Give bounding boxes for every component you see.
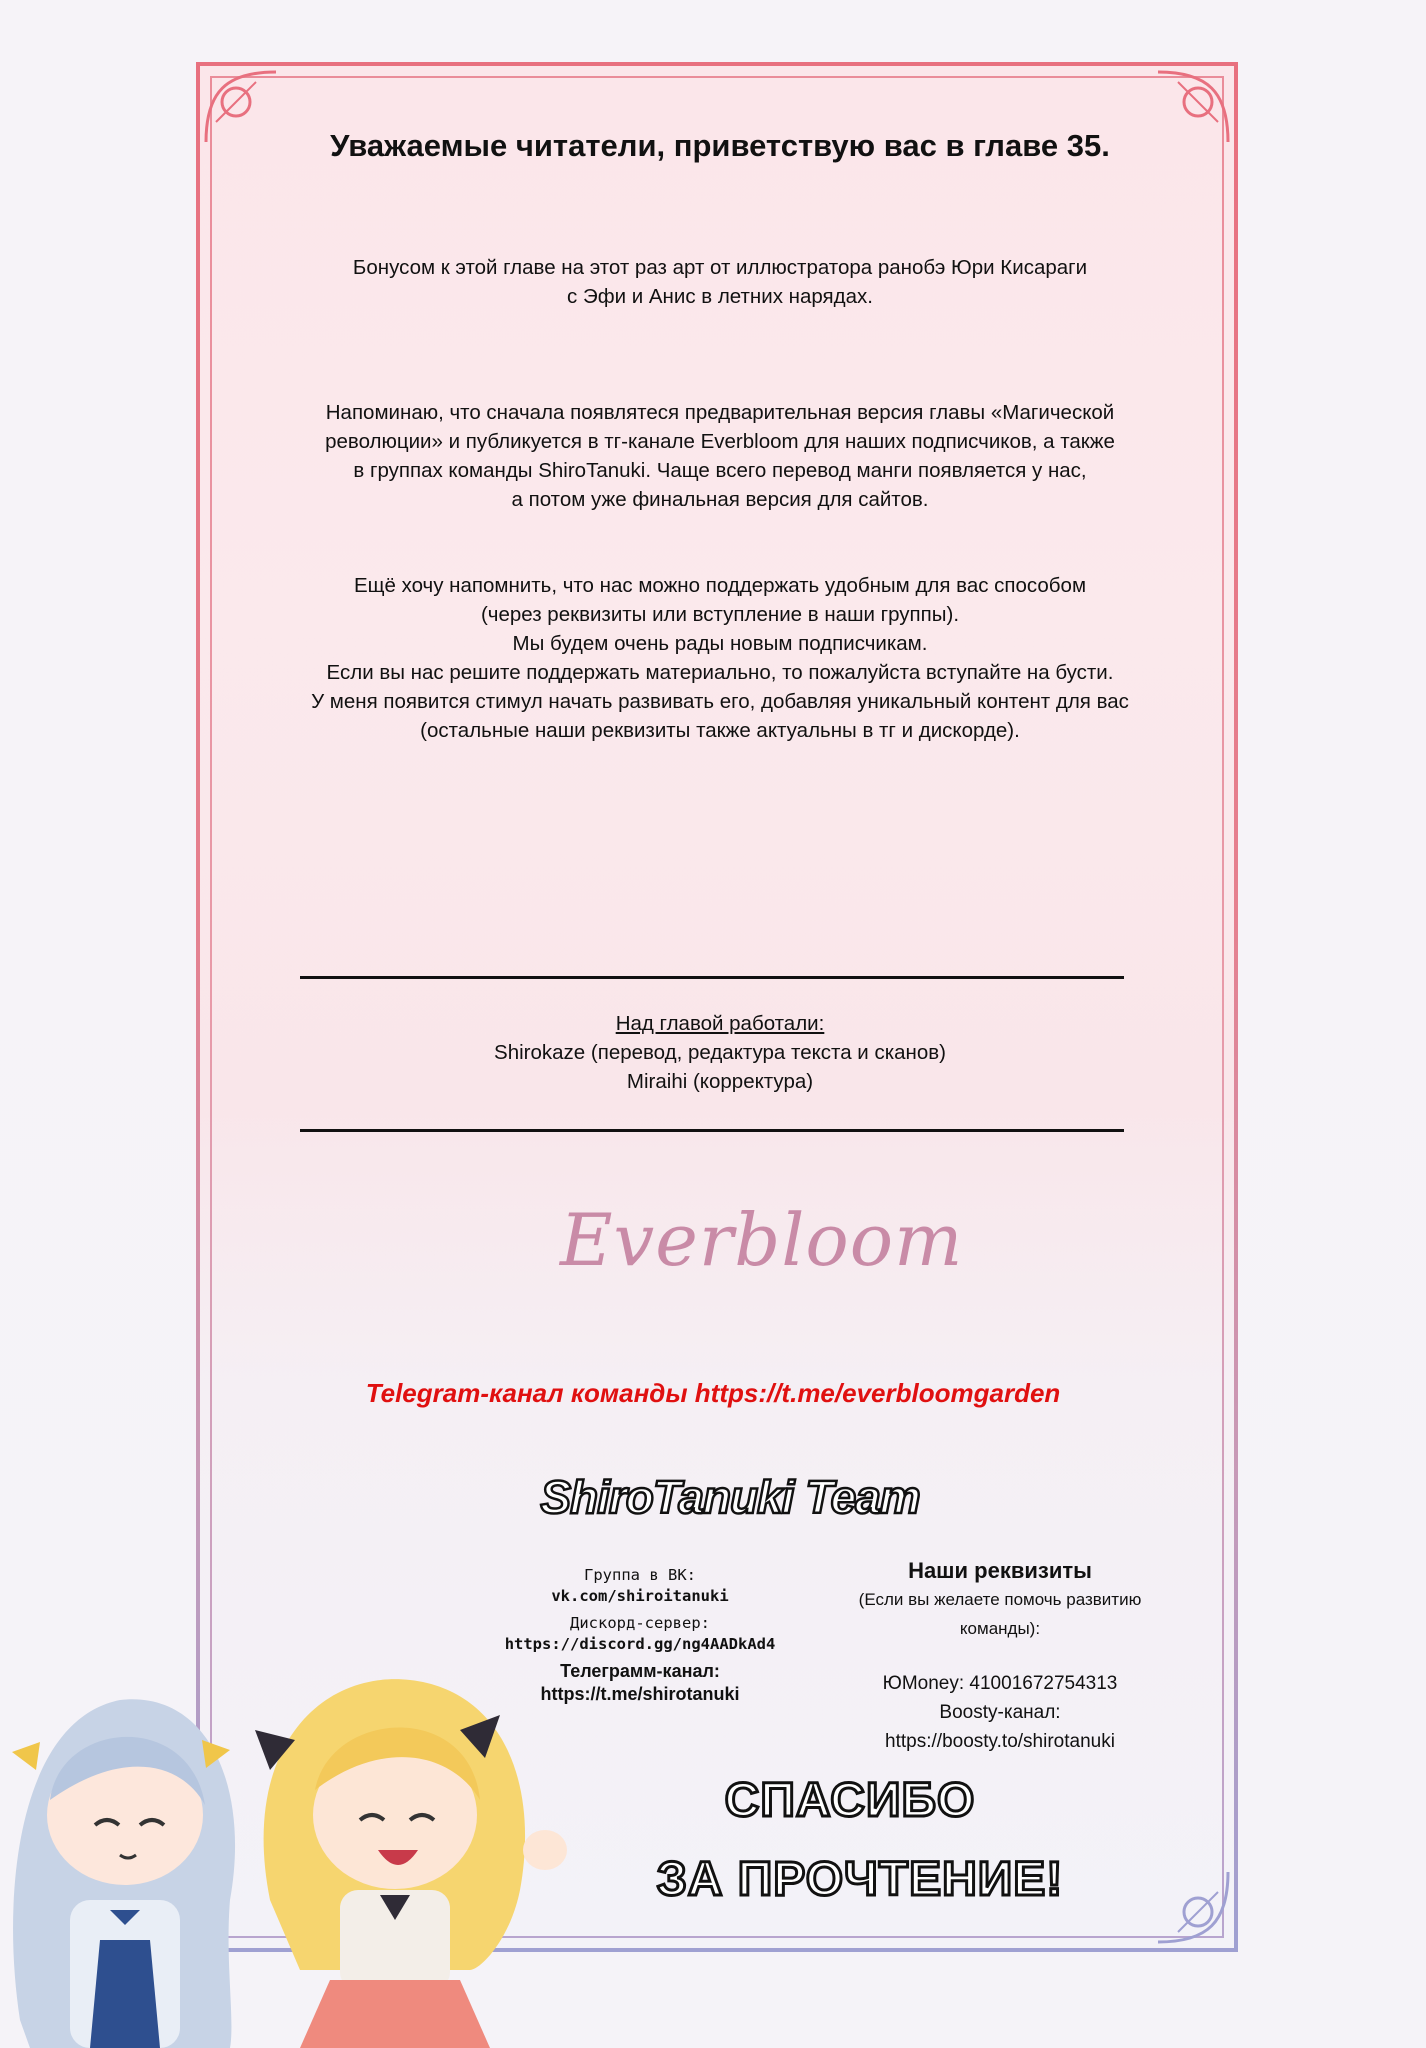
telegram-link[interactable]: Telegram-канал команды https://t.me/everbloomgarden xyxy=(365,1378,1061,1408)
credits-header: Над главой работали: xyxy=(615,1012,825,1035)
tg-channel-link[interactable]: https://t.me/shirotanuki xyxy=(540,1684,740,1704)
boosty-label: Boosty-канал: xyxy=(939,1702,1061,1723)
team-logo: ShiroTanuki Team xyxy=(540,1471,920,1523)
credits-section xyxy=(280,1009,1160,1096)
divider xyxy=(300,976,1124,979)
reminder-paragraph xyxy=(280,398,1160,514)
tg-label: Телеграмм-канал: xyxy=(560,1661,720,1681)
silver-hair-character xyxy=(12,1699,235,2048)
everbloom-logo: Everbloom xyxy=(560,1198,964,1282)
discord-link[interactable]: https://discord.gg/ng4AADkAd4 xyxy=(504,1635,776,1653)
discord-label: Дискорд-сервер: xyxy=(570,1614,710,1632)
paragraph-line: Бонусом к этой главе на этот раз арт от иллюстратора ранобэ Юри Кисараги xyxy=(352,256,1088,279)
paragraph-line: Если вы нас решите поддержать материально, то пожалуйста вступайте на бусти. xyxy=(326,661,1114,684)
paragraph-line: революции» и публикуется в тг-канале Everbloom для наших подписчиков, а также xyxy=(325,430,1115,453)
page-title: Уважаемые читатели, приветствую вас в главе 35. xyxy=(330,128,1110,163)
requisites-title: Наши реквизиты xyxy=(908,1558,1092,1583)
bonus-paragraph xyxy=(280,253,1160,311)
boosty-link[interactable]: https://boosty.to/shirotanuki xyxy=(885,1731,1115,1752)
paragraph-line: Мы будем очень рады новым подписчикам. xyxy=(512,632,928,655)
corner-ornament-icon xyxy=(1148,1862,1238,1952)
thanks-line: ЗА ПРОЧТЕНИЕ! xyxy=(656,1853,1064,1906)
yoomoney-line: ЮMoney: 41001672754313 xyxy=(882,1673,1118,1694)
corner-ornament-icon xyxy=(196,62,286,152)
paragraph-line: Напоминаю, что сначала появлятеся предварительная версия главы «Магической xyxy=(325,401,1115,424)
requisites-column xyxy=(820,1556,1180,1756)
support-paragraph xyxy=(280,571,1160,745)
paragraph-line: Ещё хочу напомнить, что нас можно поддержать удобным для вас способом xyxy=(353,574,1087,597)
paragraph-line: с Эфи и Анис в летних нарядах. xyxy=(567,285,873,308)
vk-label: Группа в ВК: xyxy=(584,1566,696,1584)
paragraph-line: а потом уже финальная версия для сайтов. xyxy=(511,488,929,511)
paragraph-line: в группах команды ShiroTanuki. Чаще всего перевод манги появляется у нас, xyxy=(353,459,1087,482)
credits-line: Shirokaze (перевод, редактура текста и сканов) xyxy=(494,1041,946,1064)
vk-link[interactable]: vk.com/shiroitanuki xyxy=(551,1587,729,1605)
paragraph-line: (через реквизиты или вступление в наши группы). xyxy=(480,603,960,626)
blonde-character xyxy=(255,1679,567,2048)
requisites-note: (Если вы желаете помочь развитию команды): xyxy=(858,1590,1142,1638)
divider xyxy=(300,1129,1124,1132)
paragraph-line: (остальные наши реквизиты также актуальны в тг и дискорде). xyxy=(420,719,1020,742)
credits-line: Miraihi (корректура) xyxy=(626,1070,814,1093)
corner-ornament-icon xyxy=(1148,62,1238,152)
thanks-line: СПАСИБО xyxy=(724,1774,976,1827)
chibi-characters-illustration xyxy=(0,1640,600,2048)
paragraph-line: У меня появится стимул начать развивать его, добавляя уникальный контент для вас xyxy=(311,690,1129,713)
